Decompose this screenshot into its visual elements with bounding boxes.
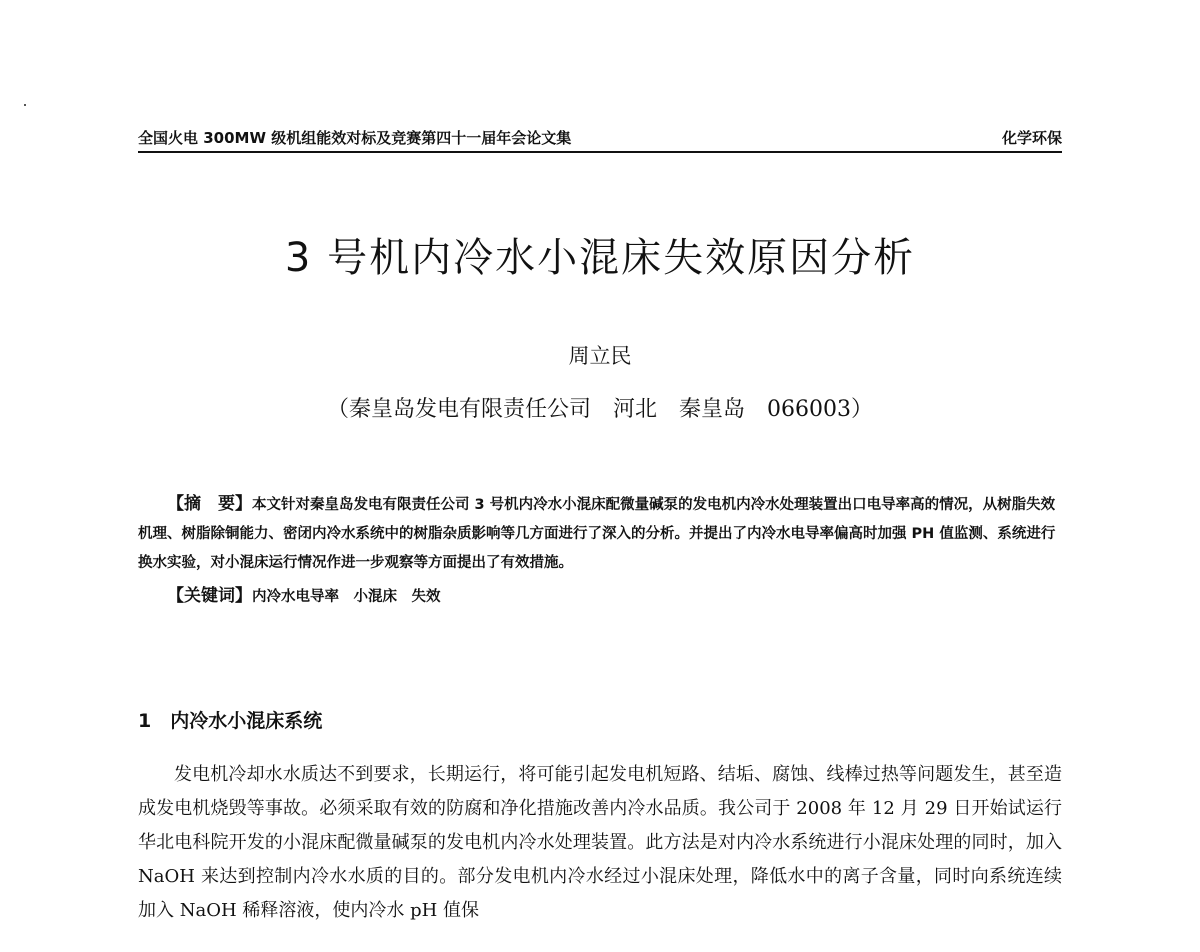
section-heading: 1 内冷水小混床系统 [138, 710, 323, 732]
body-paragraph: 发电机冷却水水质达不到要求，长期运行，将可能引起发电机短路、结垢、腐蚀、线棒过热等问题发生，甚至造成发电机烧毁等事故。必须采取有效的防腐和净化措施改善内冷水品质。我公司于 2008 年 12 月 29 日开始试运行华北电科院开发的小混床配微量碱泵的发电机内冷水处理装置。此方法是对内冷水系统进行小混床处理的同时，加入 NaOH 来达到控制内冷水水质的目的。部分发电机内冷水经过小混床处理，降低水中的离子含量，同时向系统连续加入 NaOH 稀释溶液，使内冷水 pH 值保 [138, 764, 1062, 921]
header-rule [138, 151, 1062, 153]
keywords-line [138, 582, 1062, 612]
scan-speck [24, 104, 26, 106]
section-body [138, 758, 1062, 928]
keywords-label: 【关键词】 [167, 586, 252, 606]
abstract-label: 【摘 要】 [167, 494, 252, 514]
author-affiliation: （秦皇岛发电有限责任公司 河北 秦皇岛 066003） [327, 397, 873, 422]
abstract-paragraph [138, 490, 1062, 578]
keywords-text: 内冷水电导率 小混床 失效 [252, 589, 441, 605]
abstract-block [138, 490, 1062, 612]
abstract-text: 本文针对秦皇岛发电有限责任公司 3 号机内冷水小混床配微量碱泵的发电机内冷水处理装置出口电导率高的情况，从树脂失效机理、树脂除铜能力、密闭内冷水系统中的树脂杂质影响等几方面进行了深入的分析。并提出了内冷水电导率偏高时加强 PH 值监测、系统进行换水实验，对小混床运行情况作进一步观察等方面提出了有效措施。 [138, 497, 1056, 571]
author-name: 周立民 [568, 344, 632, 368]
header-section-label: 化学环保 [1001, 129, 1062, 147]
header-proceedings-title: 全国火电 300MW 级机组能效对标及竞赛第四十一届年会论文集 [138, 129, 572, 147]
paper-title: 3 号机内冷水小混床失效原因分析 [284, 235, 916, 281]
running-header [138, 124, 1062, 148]
